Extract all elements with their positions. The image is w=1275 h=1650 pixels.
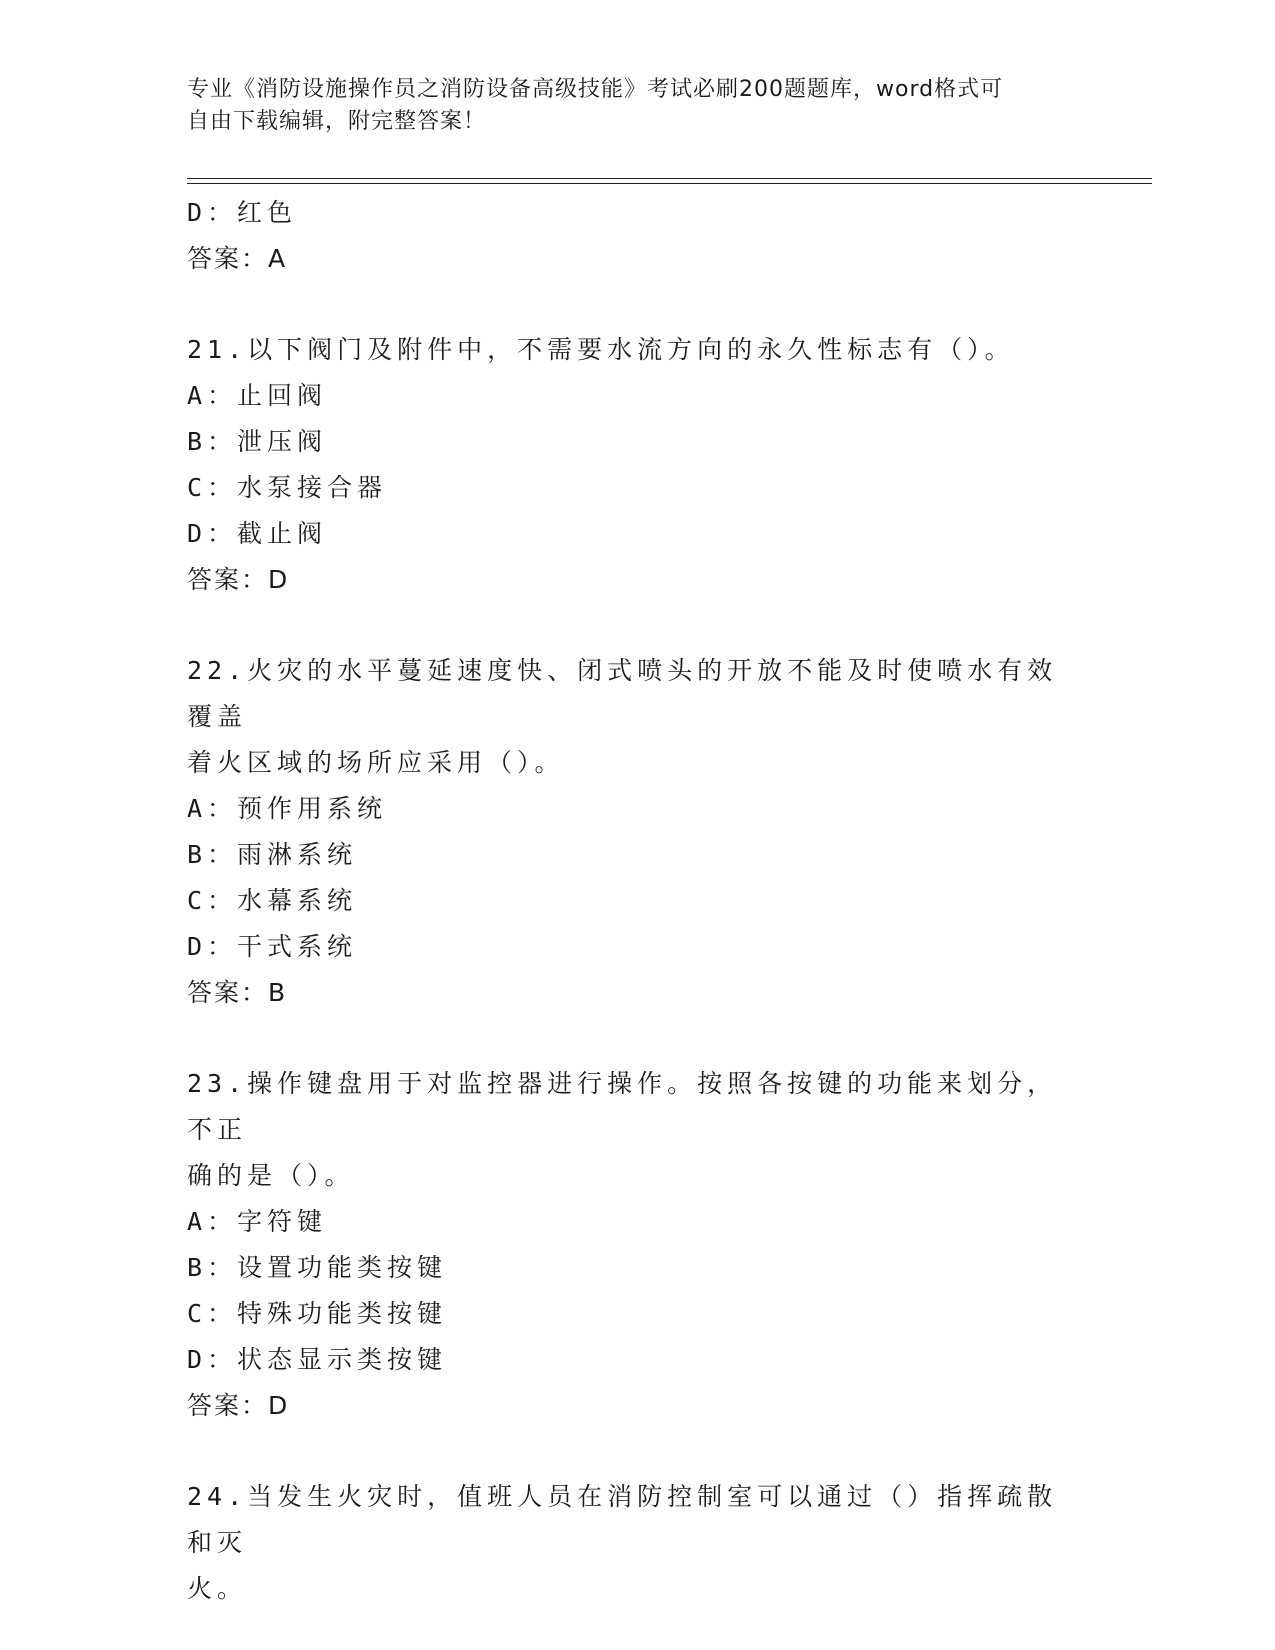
option-d: D：状态显示类按键 xyxy=(187,1345,448,1374)
question-stem-line-1: 22.火灾的水平蔓延速度快、闭式喷头的开放不能及时使喷水有效覆盖 xyxy=(187,656,1058,731)
question-21 xyxy=(187,327,1087,603)
question-23 xyxy=(187,1061,1087,1429)
question-stem-line-2: 确的是（）。 xyxy=(187,1161,355,1190)
document-header xyxy=(187,74,1087,138)
question-stem: 21.以下阀门及附件中，不需要水流方向的永久性标志有（）。 xyxy=(187,335,1015,364)
option-b: B：设置功能类按键 xyxy=(187,1253,448,1282)
question-20-tail xyxy=(187,190,1087,282)
question-22 xyxy=(187,648,1087,1016)
option-c: C：特殊功能类按键 xyxy=(187,1299,448,1328)
question-stem-line-1: 24.当发生火灾时，值班人员在消防控制室可以通过（）指挥疏散和灭 xyxy=(187,1482,1058,1557)
answer-line: 答案：D xyxy=(187,565,290,594)
question-stem-line-2: 着火区域的场所应采用（）。 xyxy=(187,748,565,777)
answer-line: 答案：D xyxy=(187,1391,290,1420)
document-body xyxy=(187,190,1087,1612)
answer-line: 答案：B xyxy=(187,978,288,1007)
header-line-2: 自由下载编辑，附完整答案！ xyxy=(187,109,487,134)
option-c: C：水泵接合器 xyxy=(187,473,388,502)
answer-line: 答案：A xyxy=(187,244,288,273)
header-divider-top xyxy=(187,178,1152,179)
question-24 xyxy=(187,1474,1087,1612)
option-c: C：水幕系统 xyxy=(187,886,358,915)
option-d: D：截止阀 xyxy=(187,519,328,548)
option-d: D：红色 xyxy=(187,198,298,227)
option-b: B：泄压阀 xyxy=(187,427,328,456)
option-b: B：雨淋系统 xyxy=(187,840,358,869)
header-divider-bottom xyxy=(187,183,1152,184)
option-a: A：预作用系统 xyxy=(187,794,388,823)
option-a: A：字符键 xyxy=(187,1207,328,1236)
option-a: A：止回阀 xyxy=(187,381,328,410)
option-d: D：干式系统 xyxy=(187,932,358,961)
question-stem-line-2: 火。 xyxy=(187,1574,248,1603)
header-line-1: 专业《消防设施操作员之消防设备高级技能》考试必刷200题题库，word格式可 xyxy=(187,77,1004,102)
question-stem-line-1: 23.操作键盘用于对监控器进行操作。按照各按键的功能来划分，不正 xyxy=(187,1069,1058,1144)
